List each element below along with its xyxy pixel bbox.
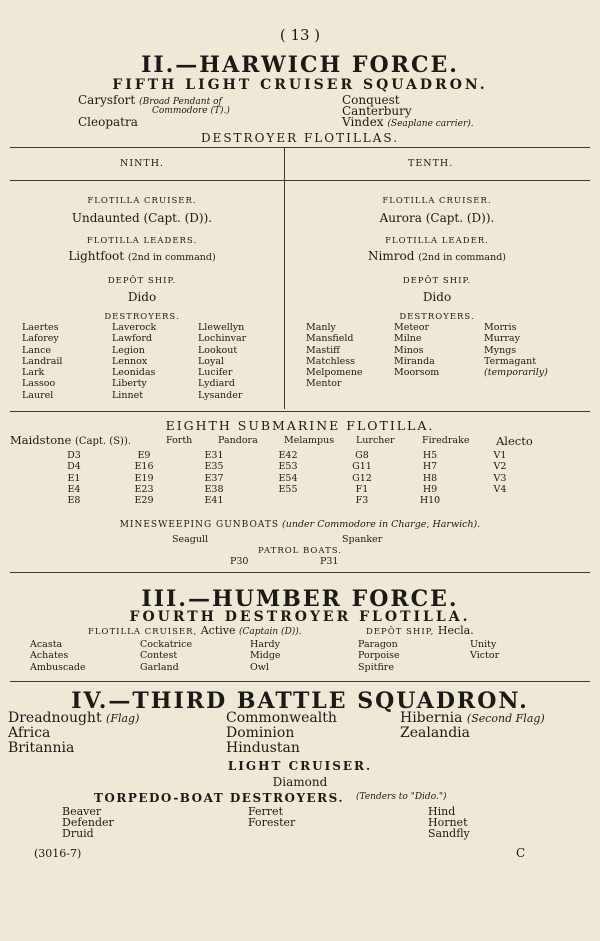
list-item: Lennox — [112, 355, 148, 367]
ninth-depot-label: DEPÔT SHIP. — [107, 276, 177, 286]
list-item: H10 — [419, 495, 441, 507]
light-cruiser-heading: LIGHT CRUISER. — [227, 759, 373, 773]
ship-note: (2nd in command) — [418, 252, 506, 263]
list-item: Murray — [484, 333, 520, 345]
list-item: Garland — [140, 661, 179, 673]
list-item: Laertes — [22, 322, 59, 333]
ship-note: (Flag) — [106, 712, 140, 725]
submarines-maidstone — [58, 450, 90, 506]
divider — [10, 147, 590, 148]
list-item: H8 — [422, 472, 438, 484]
list-item: Liberty — [112, 378, 147, 390]
destroyer-flotillas-heading: DESTROYER FLOTILLAS. — [200, 131, 400, 145]
tbd-note: (Tenders to "Dido.") — [356, 792, 447, 802]
fifth-light-cruiser-squadron-heading: FIFTH LIGHT CRUISER SQUADRON. — [112, 77, 488, 93]
list-item: G8 — [355, 450, 369, 461]
list-item: F3 — [355, 495, 369, 507]
list-item: F1 — [355, 483, 369, 495]
signature-mark: C — [516, 846, 526, 860]
ship-note: (Captain (D)). — [239, 627, 302, 637]
list-item: Acasta — [30, 639, 63, 650]
list-item: E23 — [134, 483, 154, 495]
ship-spanker: Spanker — [342, 534, 383, 545]
submarines-melampus — [272, 450, 304, 495]
ship-commonwealth: Commonwealth — [226, 710, 337, 726]
submarines-lurcher — [346, 450, 378, 506]
divider — [10, 180, 590, 181]
list-item: Linnet — [112, 389, 144, 401]
ship-conquest: Conquest — [342, 93, 400, 107]
submarines-alecto — [484, 450, 516, 495]
tbd-col2 — [248, 806, 295, 828]
ship-name: Nimrod — [368, 249, 415, 263]
ninth-depot-ship: Dido — [127, 290, 157, 304]
ship-name: Maidstone — [10, 433, 72, 447]
list-item: G12 — [352, 472, 372, 484]
ship-hindustan: Hindustan — [226, 740, 300, 756]
sub-header-melampus: Melampus — [284, 435, 335, 446]
humber-destroyers-col5 — [470, 639, 499, 662]
list-item: E29 — [134, 495, 154, 507]
ship-name: Vindex — [342, 115, 384, 129]
list-item: Leonidas — [112, 367, 156, 379]
ship-britannia: Britannia — [8, 740, 75, 756]
ship-name: Hecla. — [437, 624, 474, 637]
ship-dominion: Dominion — [226, 725, 295, 741]
tenth-leader-label: FLOTILLA LEADER. — [385, 236, 489, 246]
list-item: E8 — [67, 495, 81, 507]
carysfort-note-line2: Commodore (T).) — [152, 106, 230, 116]
list-item: V4 — [493, 483, 507, 495]
tbd-col1 — [62, 806, 114, 839]
ship-note: (Broad Pendant of — [139, 97, 222, 107]
fourth-destroyer-flotilla-heading: FOURTH DESTROYER FLOTILLA. — [129, 609, 471, 625]
list-item: E19 — [134, 472, 154, 484]
sub-header-firedrake: Firedrake — [422, 435, 470, 446]
ship-zealandia: Zealandia — [400, 725, 470, 741]
list-item: Paragon — [358, 639, 398, 650]
humber-destroyers-col1 — [30, 639, 86, 673]
minesweeping-note: (under Commodore in Charge, Harwich). — [282, 519, 481, 530]
list-item: E35 — [204, 461, 224, 473]
list-item: Midge — [250, 650, 281, 662]
boat-p30: P30 — [230, 556, 249, 567]
list-item: Lydiard — [198, 378, 235, 390]
list-item: Milne — [394, 333, 422, 345]
tenth-flotilla-leader — [284, 249, 590, 263]
list-item: E16 — [134, 461, 154, 473]
ship-note: (Capt. (S)). — [75, 436, 132, 447]
list-item: Minos — [394, 344, 424, 356]
list-item: E38 — [204, 483, 224, 495]
list-item: Unity — [470, 639, 497, 650]
ninth-destroyers-col3 — [198, 322, 246, 401]
list-item: E53 — [278, 461, 298, 473]
humber-flotilla-cruiser — [88, 624, 302, 637]
humber-destroyers-col3 — [250, 639, 281, 673]
list-item: V2 — [493, 461, 507, 473]
list-item: H9 — [422, 483, 438, 495]
list-item: Miranda — [394, 355, 435, 367]
list-item: E9 — [137, 450, 151, 461]
list-item: Mastiff — [306, 344, 340, 356]
list-item: Matchless — [306, 355, 356, 367]
torpedo-boat-destroyers-heading: TORPEDO-BOAT DESTROYERS. — [94, 791, 345, 805]
ship-name: Hibernia — [400, 710, 463, 726]
divider — [10, 572, 590, 573]
list-item: Moorsom — [394, 367, 440, 379]
list-item: Termagant — [484, 355, 537, 367]
ship-hibernia — [400, 711, 545, 726]
list-item: Morris — [484, 322, 517, 333]
harwich-force-title: II.—HARWICH FORCE. — [141, 52, 459, 78]
list-item: Porpoise — [358, 650, 400, 662]
list-item: Lucifer — [198, 367, 233, 379]
list-item-note: (temporarily) — [484, 367, 548, 379]
tenth-heading: TENTH. — [408, 158, 454, 169]
list-item: D4 — [67, 461, 81, 473]
tbd-col3 — [428, 806, 470, 839]
humber-destroyers-col4 — [358, 639, 400, 673]
ship-cleopatra: Cleopatra — [78, 115, 138, 129]
submarines-firedrake — [414, 450, 446, 506]
list-item: Cockatrice — [140, 639, 193, 650]
ninth-destroyers-col2 — [112, 322, 156, 401]
tenth-flotilla-cruiser: Aurora (Capt. (D)). — [379, 211, 495, 225]
list-item: G11 — [352, 461, 372, 473]
list-item: Melpomene — [306, 367, 363, 379]
list-item: Loyal — [198, 355, 225, 367]
minesweeping-label: MINESWEEPING GUNBOATS — [119, 520, 279, 530]
ship-diamond: Diamond — [272, 775, 328, 789]
list-item: Owl — [250, 661, 269, 673]
list-item: Victor — [470, 650, 500, 662]
boat-p31: P31 — [320, 556, 339, 567]
sub-header-forth: Forth — [166, 435, 193, 446]
list-item: E1 — [67, 472, 81, 484]
patrol-boats-label: PATROL BOATS. — [258, 546, 342, 556]
list-item: Contest — [140, 650, 178, 662]
depot-ship-label: DEPÔT SHIP, — [366, 627, 435, 637]
list-item: Landrail — [22, 355, 63, 367]
ship-carysfort — [78, 93, 222, 107]
list-item: Hardy — [250, 639, 280, 650]
list-item: H7 — [422, 461, 438, 473]
list-item: E41 — [204, 495, 224, 507]
sub-header-pandora: Pandora — [218, 435, 258, 446]
divider — [10, 411, 590, 412]
ship-note: (Seaplane carrier). — [387, 119, 474, 129]
list-item: E54 — [278, 472, 298, 484]
ship-name: Carysfort — [78, 93, 136, 107]
tenth-destroyers-col1 — [306, 322, 363, 390]
ship-druid: Druid — [62, 827, 94, 840]
ship-vindex — [342, 115, 474, 129]
list-item: E31 — [204, 450, 224, 461]
list-item: Llewellyn — [198, 322, 245, 333]
ninth-leaders-label: FLOTILLA LEADERS. — [86, 236, 198, 246]
tenth-cruiser-label: FLOTILLA CRUISER. — [382, 196, 492, 206]
tenth-destroyers-col2 — [394, 322, 439, 378]
submarines-forth — [128, 450, 160, 506]
list-item: Lassoo — [22, 378, 56, 390]
list-item: Laurel — [22, 389, 54, 401]
ship-name: Active — [200, 624, 236, 637]
ship-maidstone — [10, 433, 131, 447]
list-item: D3 — [67, 450, 81, 461]
ship-seagull: Seagull — [172, 534, 209, 545]
ninth-destroyers-label: DESTROYERS. — [104, 312, 180, 322]
ship-hind: Hind — [428, 805, 456, 818]
battleships-col1 — [8, 711, 139, 756]
list-item: Mentor — [306, 378, 342, 390]
list-item: Manly — [306, 322, 336, 333]
ship-hornet: Hornet — [428, 816, 468, 829]
ship-canterbury: Canterbury — [342, 104, 412, 118]
ship-africa: Africa — [8, 725, 51, 741]
list-item: Lark — [22, 367, 45, 379]
list-item: Lawford — [112, 333, 152, 345]
minesweeping-gunboats-line — [0, 519, 600, 530]
ninth-flotilla-cruiser: Undaunted (Capt. (D)). — [71, 211, 213, 225]
list-item: Meteor — [394, 322, 430, 333]
list-item: Laforey — [22, 333, 59, 345]
list-item: Lance — [22, 344, 52, 356]
ship-beaver: Beaver — [62, 805, 102, 818]
ship-note: (2nd in command) — [127, 252, 216, 263]
battleships-col2 — [226, 711, 337, 756]
list-item: Lysander — [198, 389, 243, 401]
list-item: Lochinvar — [198, 333, 247, 345]
ninth-destroyers-col1 — [22, 322, 62, 401]
ship-dreadnought — [8, 711, 139, 726]
tenth-destroyers-label: DESTROYERS. — [399, 312, 475, 322]
humber-force-title: III.—HUMBER FORCE. — [141, 586, 459, 612]
tenth-depot-label: DEPÔT SHIP. — [402, 276, 472, 286]
ninth-heading: NINTH. — [120, 158, 165, 169]
flotilla-cruiser-label: FLOTILLA CRUISER, — [88, 627, 198, 637]
divider — [10, 681, 590, 682]
list-item: V1 — [493, 450, 507, 461]
ship-defender: Defender — [62, 816, 114, 829]
tenth-destroyers-col3 — [484, 322, 548, 378]
third-battle-squadron-title: IV.—THIRD BATTLE SQUADRON. — [71, 688, 529, 714]
list-item: E42 — [278, 450, 298, 461]
list-item: H5 — [422, 450, 438, 461]
humber-destroyers-col2 — [140, 639, 192, 673]
ninth-flotilla-leader — [0, 249, 284, 263]
ship-note: (Second Flag) — [466, 712, 545, 725]
tenth-depot-ship: Dido — [422, 290, 452, 304]
list-item: E37 — [204, 472, 224, 484]
list-item: Lookout — [198, 344, 238, 356]
list-item: Achates — [30, 650, 69, 662]
ship-sandfly: Sandfly — [428, 827, 470, 840]
eighth-submarine-flotilla-heading: EIGHTH SUBMARINE FLOTILLA. — [165, 418, 435, 433]
list-item: V3 — [493, 472, 507, 484]
submarines-pandora — [198, 450, 230, 506]
ship-ferret: Ferret — [248, 805, 283, 818]
humber-depot-ship — [366, 624, 474, 637]
sub-header-alecto: Alecto — [496, 434, 533, 448]
list-item: Spitfire — [358, 661, 394, 673]
ship-name: Lightfoot — [68, 249, 125, 263]
list-item: E4 — [67, 483, 81, 495]
list-item: E55 — [278, 483, 298, 495]
list-item: Myngs — [484, 344, 517, 356]
list-item: Laverock — [112, 322, 157, 333]
battleships-col3 — [400, 711, 545, 741]
list-item: Mansfield — [306, 333, 354, 345]
ship-forester: Forester — [248, 816, 296, 829]
ninth-cruiser-label: FLOTILLA CRUISER. — [87, 196, 197, 206]
list-item: Ambuscade — [30, 661, 86, 673]
list-item: Legion — [112, 344, 145, 356]
page-number: ( 13 ) — [279, 26, 321, 44]
sub-header-lurcher: Lurcher — [356, 435, 395, 446]
print-reference: (3016-7) — [34, 847, 82, 860]
ship-name: Dreadnought — [8, 710, 102, 726]
